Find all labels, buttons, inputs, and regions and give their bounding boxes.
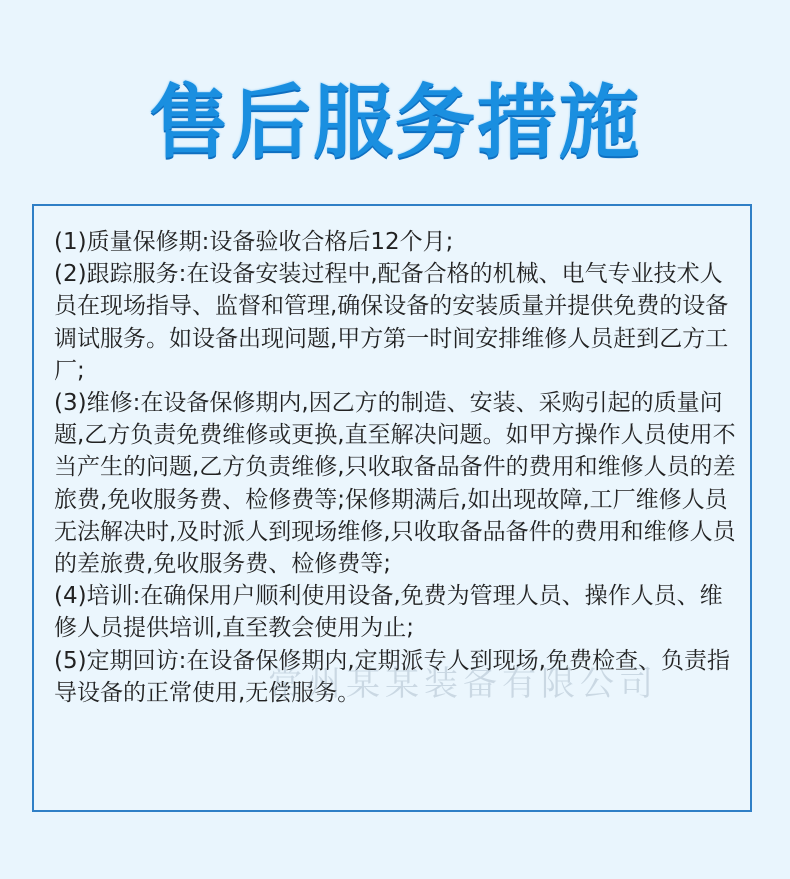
company-watermark: 常州某某装备有限公司: [268, 664, 658, 704]
measure-item-tracking: (2)跟踪服务:在设备安装过程中,配备合格的机械、电气专业技术人员在现场指导、监督和管理,确保设备的安装质量并提供免费的设备调试服务。如设备出现问题,甲方第一时间安排维修人员赶到乙方工厂;: [54, 261, 729, 384]
measure-item-warranty: (1)质量保修期:设备验收合格后12个月;: [54, 229, 454, 255]
measure-item-revisit: (5)定期回访:在设备保修期内,定期派专人到现场,免费检查、负责指导设备的正常使用,无偿服务。: [54, 647, 730, 706]
measure-item-training: (4)培训:在确保用户顺利使用设备,免费为管理人员、操作人员、维修人员提供培训,直至教会使用为止;: [54, 583, 723, 642]
measure-item-repair: (3)维修:在设备保修期内,因乙方的制造、安装、采购引起的质量问题,乙方负责免费维修或更换,直至解决问题。如甲方操作人员使用不当产生的问题,乙方负责维修,只收取备品备件的费用和维修人员的差旅费,免收服务费、检修费等;保修期满后,如出现故障,工厂维修人员无法解决时,及时派人到现场维修,只收取备品备件的费用和维修人员的差旅费,免收服务费、检修费等;: [54, 390, 736, 578]
service-measures-list: [54, 226, 744, 709]
page-title: 售后服务措施: [149, 76, 641, 169]
